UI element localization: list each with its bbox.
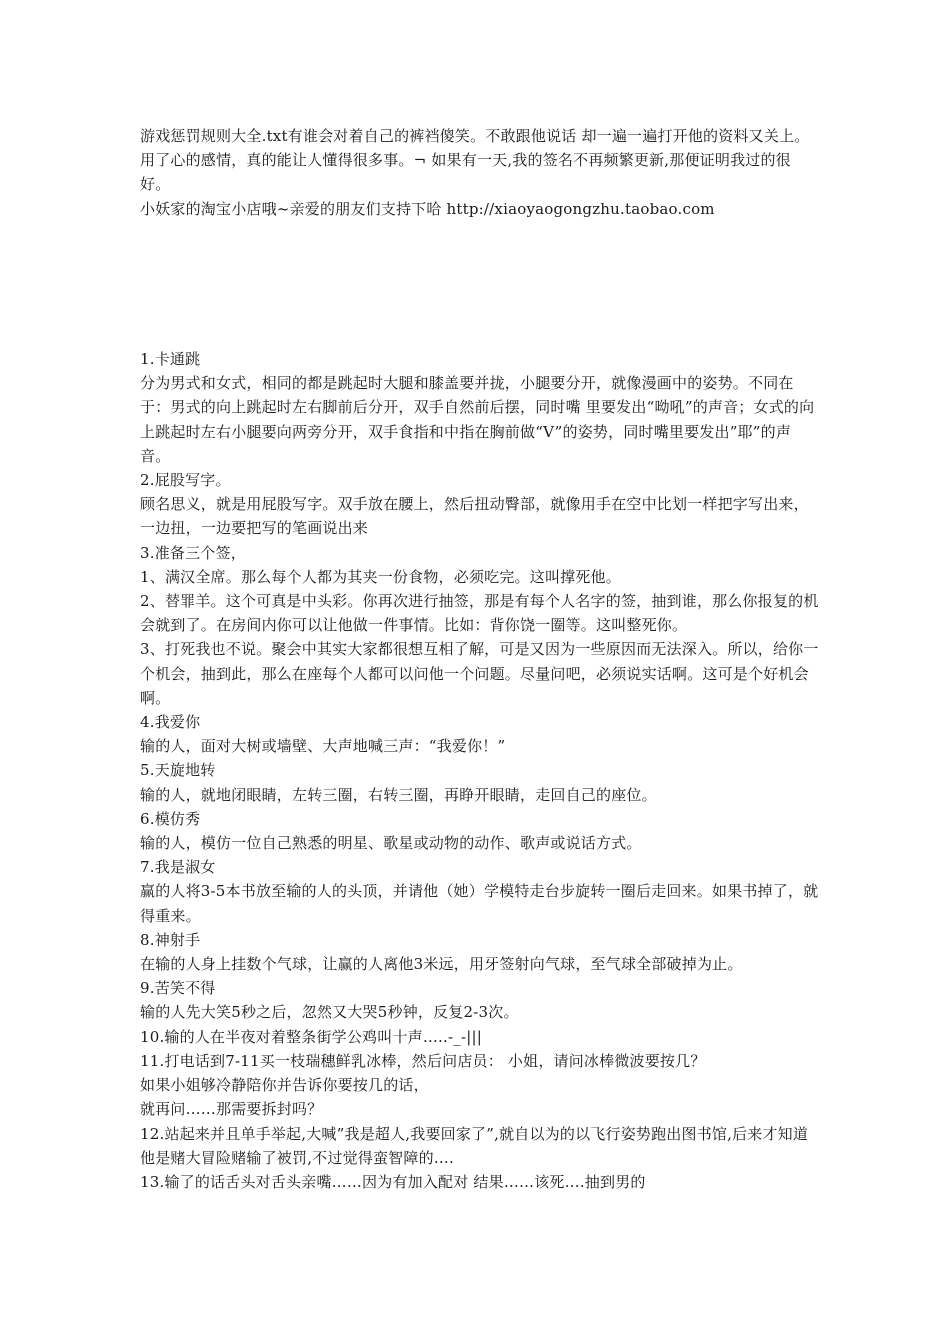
rule-body: 赢的人将3-5本书放至输的人的头顶，并请他（她）学模特走台步旋转一圈后走回来。如果书掉了，就得重来。	[140, 882, 819, 925]
rule-heading: 2.屁股写字。	[140, 471, 231, 490]
rules-section	[140, 347, 820, 1194]
rule-heading: 3.准备三个签，	[140, 543, 246, 562]
rule-heading: 5.天旋地转	[140, 761, 216, 780]
rule-body: 顾名思义，就是用屁股写字。双手放在腰上，然后扭动臀部，就像用手在空中比划一样把字写出来，一边扭，一边要把写的笔画说出来	[140, 495, 809, 538]
rule-body: 输的人，模仿一位自己熟悉的明星、歌星或动物的动作、歌声或说话方式。	[140, 834, 642, 853]
rule-body: 11.打电话到7-11买一枝瑞穗鲜乳冰棒，然后问店员： 小姐，请问冰棒微波要按几？	[140, 1051, 706, 1070]
rule-body: 输的人，就地闭眼睛，左转三圈，右转三圈，再睁开眼睛，走回自己的座位。	[140, 785, 657, 804]
intro-paragraph: 游戏惩罚规则大全.txt有谁会对着自己的裤裆傻笑。不敢跟他说话 却一遍一遍打开他的资料又关上。用了心的感情，真的能让人懂得很多事。¬ 如果有一天,我的签名不再频繁更新,那便证明我过的很好。	[140, 127, 810, 194]
rule-body: 2、替罪羊。这个可真是中头彩。你再次进行抽签，那是有每个人名字的签，抽到谁，那么你报复的机会就到了。在房间内你可以让他做一件事情。比如：背你饶一圈等。这叫整死你。	[140, 592, 819, 635]
rule-body: 13.输了的话舌头对舌头亲嘴……因为有加入配对 结果……该死….抽到男的	[140, 1172, 646, 1191]
rule-body: 10.输的人在半夜对着整条街学公鸡叫十声…..-_-|||	[140, 1027, 482, 1046]
rule-heading: 8.神射手	[140, 930, 201, 949]
rule-body: 输的人先大笑5秒之后，忽然又大哭5秒钟，反复2-3次。	[140, 1003, 519, 1022]
rule-heading: 4.我爱你	[140, 713, 201, 732]
rule-body: 在输的人身上挂数个气球，让赢的人离他3米远，用牙签射向气球，至气球全部破掉为止。	[140, 955, 743, 974]
rule-heading: 7.我是淑女	[140, 858, 216, 877]
rule-body: 输的人，面对大树或墙壁、大声地喊三声：“我爱你！”	[140, 737, 506, 756]
rule-heading: 9.苦笑不得	[140, 979, 216, 998]
rule-body: 12.站起来并且单手举起,大喊”我是超人,我要回家了”,就自以为的以飞行姿势跑出图书馆,后来才知道他是赌大冒险赌输了被罚,不过觉得蛮智障的….	[140, 1124, 809, 1167]
rule-heading: 6.模仿秀	[140, 809, 201, 828]
rule-body: 1、满汉全席。那么每个人都为其夹一份食物，必须吃完。这叫撑死他。	[140, 567, 621, 586]
shop-line: 小妖家的淘宝小店哦~亲爱的朋友们支持下哈 http://xiaoyaogongzhu.taobao.com	[140, 199, 715, 218]
rule-body: 就再问……那需要拆封吗？	[140, 1100, 323, 1119]
rule-body: 3、打死我也不说。聚会中其实大家都很想互相了解，可是又因为一些原因而无法深入。所以，给你一个机会，抽到此，那么在座每个人都可以问他一个问题。尽量问吧，必须说实话啊。这可是个好机会啊。	[140, 640, 819, 707]
intro-section	[140, 124, 820, 221]
rule-body: 如果小姐够冷静陪你并告诉你要按几的话，	[140, 1076, 429, 1095]
rule-heading: 1.卡通跳	[140, 350, 201, 368]
rule-body: 分为男式和女式，相同的都是跳起时大腿和膝盖要并拢，小腿要分开，就像漫画中的姿势。不同在于：男式的向上跳起时左右脚前后分开，双手自然前后摆，同时嘴 里要发出“呦吼”的声音；女式的向上跳起时左右小腿要向两旁分开，双手食指和中指在胸前做“V”的姿势，同时嘴里要发出”耶”的声音。	[140, 374, 815, 465]
